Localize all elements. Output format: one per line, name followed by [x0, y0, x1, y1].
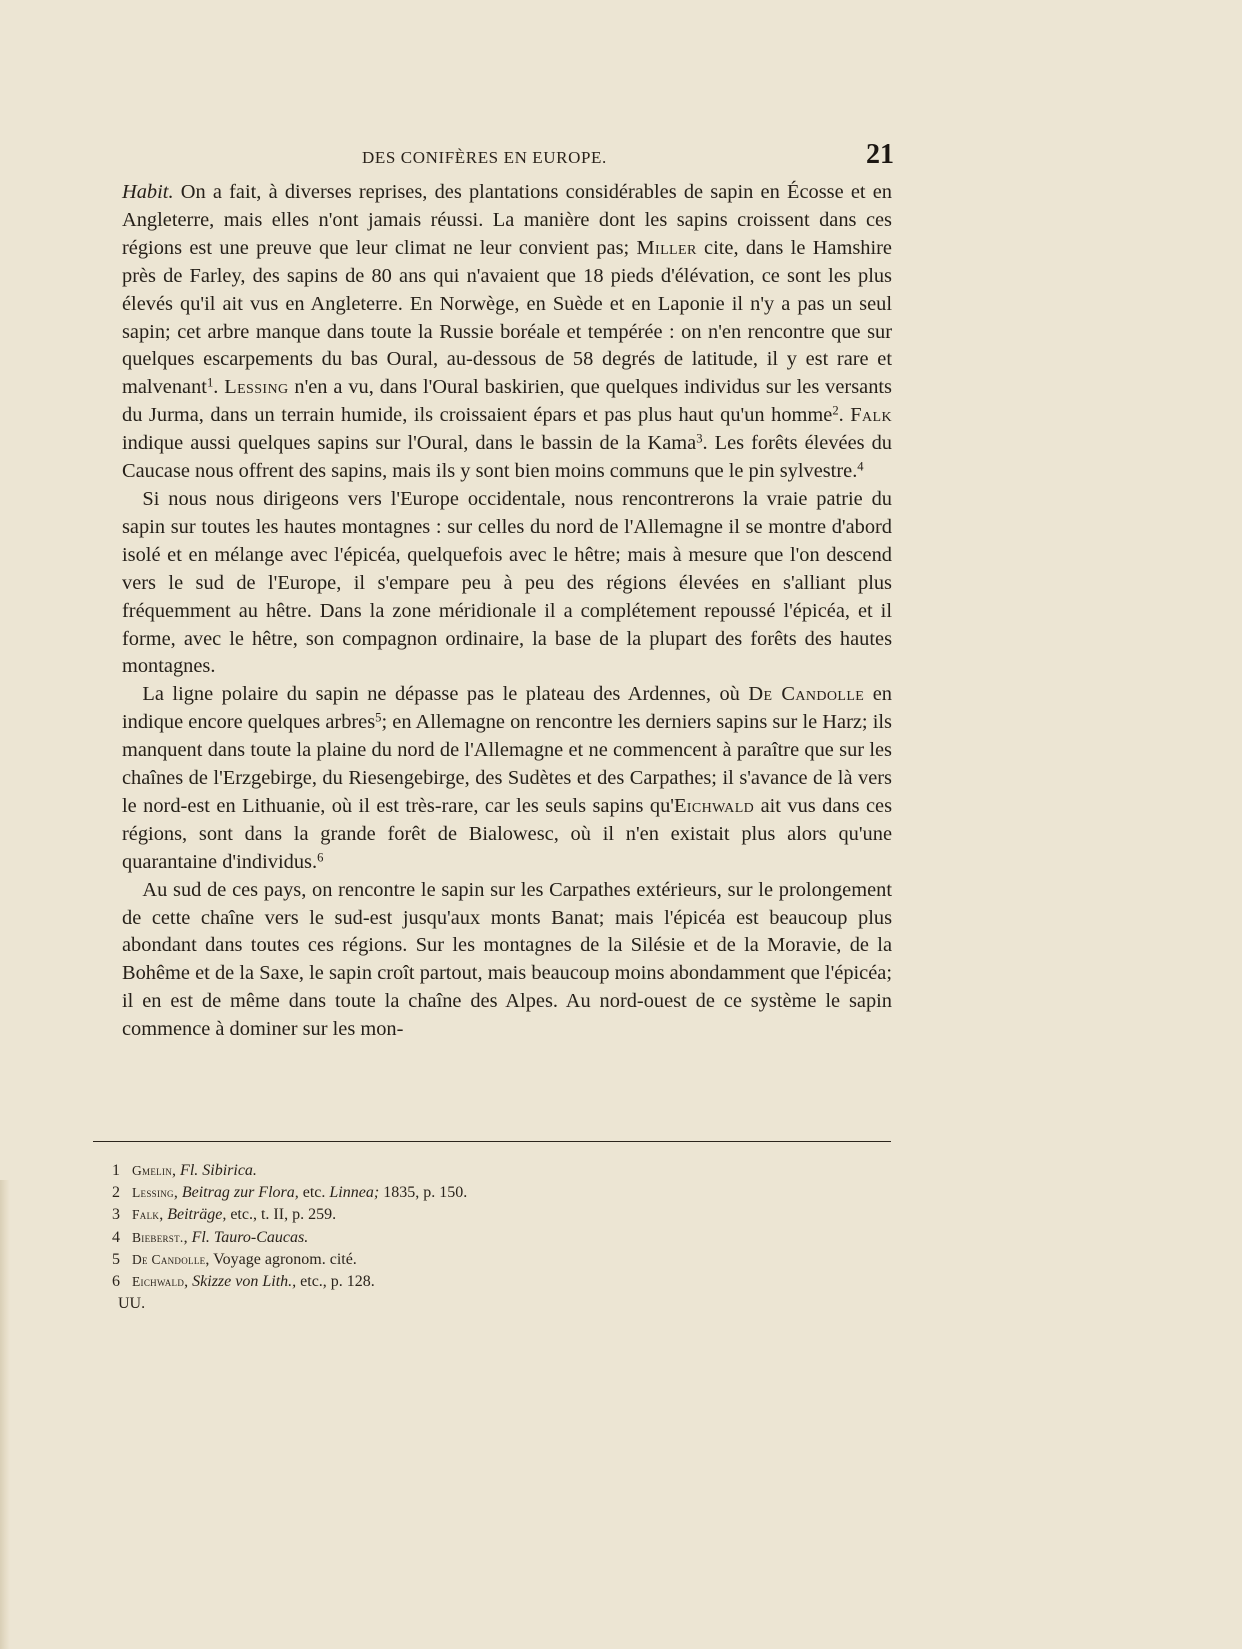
footnote-2: 2 Lessing, Beitrag zur Flora, etc. Linnea; 1835, p. 150.: [112, 1184, 468, 1202]
footnote-ref[interactable]: 5: [375, 710, 382, 725]
footnote-divider: [93, 1141, 891, 1142]
author-name: Lessing: [224, 376, 289, 399]
paragraph-2: Si nous nous dirigeons vers l'Europe occidentale, nous rencontrerons la vraie patrie du sapin sur toutes les hautes montagnes : sur celles du nord de l'Allemagne il se montre d'abord isolé et en mélange avec l'épicéa, quelquefois avec le hêtre; mais à mesure que l'on descend vers le sud de l'Europe, il s'empare peu à peu des régions élevées en s'alliant plus fréquemment au hêtre. Dans la zone méridionale il a complétement repoussé l'épicéa, et il forme, avec le hêtre, son compagnon ordinaire, la base de la plupart des forêts des hautes montagnes.: [122, 487, 892, 678]
footnote-5: 5 De Candolle, Voyage agronom. cité.: [112, 1250, 357, 1268]
author-name: Miller: [636, 236, 697, 259]
paragraph-3: La ligne polaire du sapin ne dépasse pas le plateau des Ardennes, où De Candolle en indique encore quelques arbres$^5$; en Allemagne on rencontre les derniers sapins sur le Harz; ils manquent dans toute la plaine du nord de l'Allemagne et ne commencent à paraître que sur les chaînes de l'Erzgebirge, du Riesengebirge, des Sudètes et des Carpathes; il s'avance de là vers le nord-est en Lithuanie, où il est très-rare, car les seuls sapins qu'Eichwald ait vus dans ces régions, sont dans la grande forêt de Bialowesc, où il n'en existait plus alors qu'une quarantaine d'individus.$^6$: [122, 683, 893, 873]
footnote-ref[interactable]: 1: [206, 376, 214, 391]
paragraph-1: Habit. On a fait, à diverses reprises, des plantations considérables de sapin en Écosse et en Angleterre, mais elles n'ont jamais réussi. La manière dont les sapins croissent dans ces régions est une preuve que leur climat ne leur convient pas; Miller cite, dans le Hamshire près de Farley, des sapins de 80 ans qui n'avaient que 18 pieds d'élévation, ce sont les plus élevés qu'il ait vus en Angleterre. En Norwège, en Suède et en Laponie il n'y a pas un seul sapin; cet arbre manque dans toute la Russie boréale et tempérée : on n'en rencontre que sur quelques escarpements du bas Oural, au-dessous de 58 degrés de latitude, il y est rare et malvenant$^1$. Lessing n'en a vu, dans l'Oural baskirien, que quelques individus sur les versants du Jurma, dans un terrain humide, ils croissaient épars et pas plus haut qu'un homme$^2$. Falk indique aussi quelques sapins sur l'Oural, dans le bassin de la Kama$^3$. Les forêts élevées du Caucase nous offrent des sapins, mais ils y sont bien moins communs que le pin sylvestre.$^4$: [122, 181, 892, 483]
section-label: Habit.: [122, 181, 174, 203]
footnote-6: 6 Eichwald, Skizze von Lith., etc., p. 128.: [112, 1273, 375, 1291]
footnotes: [112, 1160, 467, 1315]
footnote-ref[interactable]: 2: [832, 403, 839, 418]
footnote-ref[interactable]: 6: [317, 850, 324, 865]
body-text: [122, 179, 892, 1044]
running-header: DES CONIFÈRES EN EUROPE.: [362, 148, 607, 167]
author-name: Eichwald: [673, 794, 755, 817]
author-name: Falk: [850, 404, 892, 427]
signature-mark: UU.: [118, 1295, 146, 1313]
author-name: De Candolle: [748, 683, 865, 706]
binding-shadow: [0, 1180, 10, 1649]
footnote-3: 3 Falk, Beiträge, etc., t. II, p. 259.: [112, 1206, 337, 1224]
page-number: 21: [866, 139, 894, 170]
footnote-1: 1 Gmelin, Fl. Sibirica.: [112, 1162, 257, 1179]
paragraph-4: Au sud de ces pays, on rencontre le sapin sur les Carpathes extérieurs, sur le prolongement de cette chaîne vers le sud-est jusqu'aux monts Banat; mais l'épicéa est beaucoup plus abondant dans toutes ces régions. Sur les montagnes de la Silésie et de la Moravie, de la Bohême et de la Saxe, le sapin croît partout, mais beaucoup moins abondamment que l'épicéa; il en est de même dans toute la chaîne des Alpes. Au nord-ouest de ce système le sapin commence à dominer sur les mon-: [122, 878, 892, 1041]
footnote-ref[interactable]: 3: [696, 431, 703, 446]
footnote-4: 4 Bieberst., Fl. Tauro-Caucas.: [112, 1228, 309, 1246]
footnote-ref[interactable]: 4: [857, 459, 864, 474]
